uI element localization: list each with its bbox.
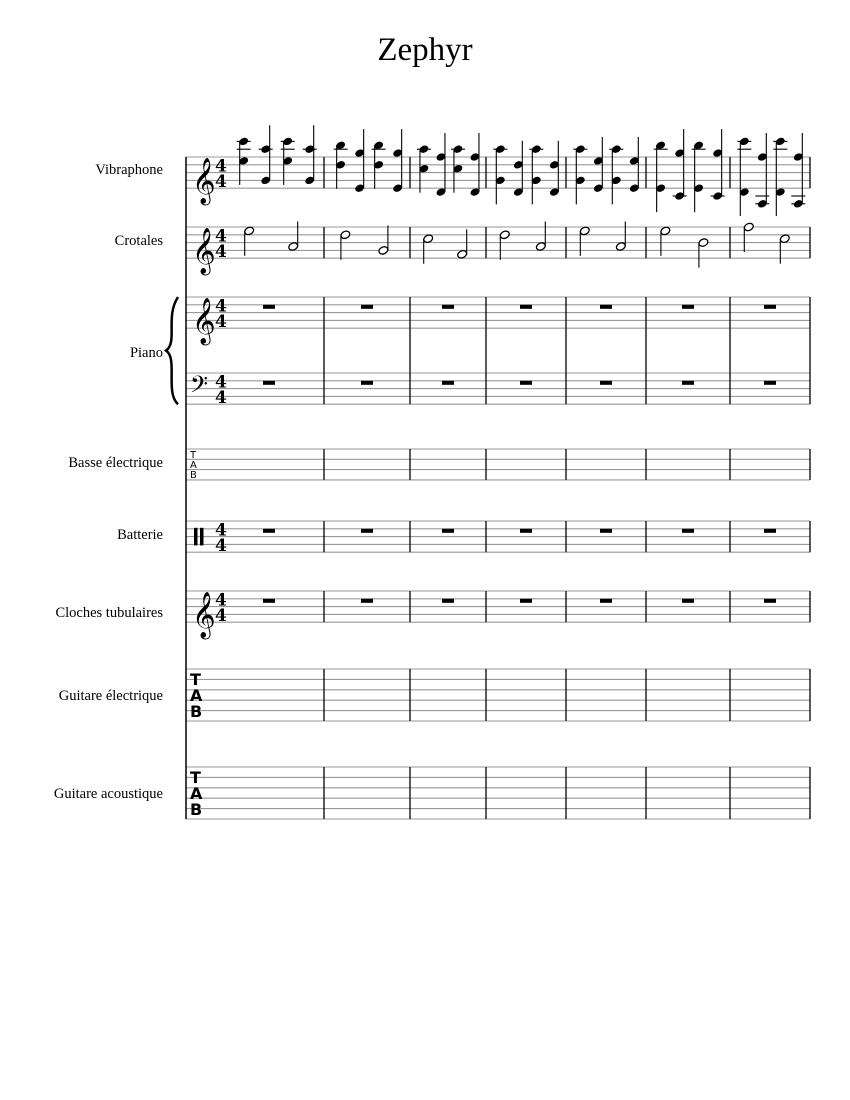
notehead (499, 230, 510, 240)
tab-clef-icon: B (190, 702, 203, 721)
instrument-label-cloches-tubulaires: Cloches tubulaires (55, 605, 163, 621)
instrument-label-crotales: Crotales (114, 233, 163, 249)
tab-clef-icon: B (190, 470, 197, 481)
whole-rest (442, 305, 454, 309)
instrument-label-guitare-acoustique: Guitare acoustique (53, 786, 163, 802)
whole-rest (600, 599, 612, 603)
whole-rest (682, 529, 694, 533)
time-signature-numerator: 4 (215, 226, 227, 247)
time-signature-numerator: 4 (215, 156, 227, 177)
piano-brace-icon (166, 297, 178, 404)
treble-clef-icon: 𝄞 (192, 228, 216, 275)
score-title: Zephyr (377, 32, 473, 68)
instrument-label-batterie: Batterie (117, 527, 163, 543)
whole-rest (682, 599, 694, 603)
whole-rest (600, 381, 612, 385)
whole-rest (520, 599, 532, 603)
time-signature-numerator: 4 (215, 590, 227, 611)
whole-rest (764, 381, 776, 385)
percussion-clef-icon (194, 528, 198, 546)
whole-rest (600, 305, 612, 309)
percussion-clef-icon (200, 528, 204, 546)
tab-clef-icon: T (190, 768, 201, 787)
time-signature-denominator: 4 (215, 172, 227, 193)
whole-rest (263, 599, 275, 603)
whole-rest (361, 305, 373, 309)
time-signature-numerator: 4 (215, 520, 227, 541)
whole-rest (263, 529, 275, 533)
whole-rest (600, 529, 612, 533)
time-signature-numerator: 4 (215, 372, 227, 393)
whole-rest (520, 529, 532, 533)
notehead (743, 222, 754, 232)
whole-rest (361, 599, 373, 603)
tab-clef-icon: T (190, 450, 197, 461)
time-signature-denominator: 4 (215, 536, 227, 557)
whole-rest (263, 305, 275, 309)
tab-clef-icon: A (190, 784, 203, 803)
whole-rest (520, 381, 532, 385)
time-signature-numerator: 4 (215, 296, 227, 317)
tab-clef-icon: T (190, 670, 201, 689)
time-signature-denominator: 4 (215, 388, 227, 409)
tab-clef-icon: B (190, 800, 203, 819)
instrument-label-vibraphone: Vibraphone (95, 162, 163, 178)
time-signature-denominator: 4 (215, 606, 227, 627)
notehead (378, 245, 389, 255)
treble-clef-icon: 𝄞 (192, 592, 216, 639)
whole-rest (442, 529, 454, 533)
whole-rest (764, 305, 776, 309)
treble-clef-icon: 𝄞 (192, 298, 216, 345)
whole-rest (520, 305, 532, 309)
whole-rest (361, 381, 373, 385)
whole-rest (682, 381, 694, 385)
whole-rest (263, 381, 275, 385)
instrument-label-piano: Piano (129, 345, 163, 361)
whole-rest (361, 529, 373, 533)
whole-rest (764, 529, 776, 533)
bass-clef-icon: 𝄢 (190, 370, 209, 404)
treble-clef-icon: 𝄞 (192, 158, 216, 205)
whole-rest (442, 381, 454, 385)
tab-clef-icon: A (190, 686, 203, 705)
whole-rest (682, 305, 694, 309)
whole-rest (764, 599, 776, 603)
instrument-label-guitare-electrique: Guitare électrique (58, 688, 163, 704)
tab-clef-icon: A (190, 460, 197, 471)
notehead (698, 238, 709, 248)
instrument-label-basse-electrique: Basse électrique (68, 455, 163, 471)
notehead (340, 230, 351, 240)
time-signature-denominator: 4 (215, 312, 227, 333)
time-signature-denominator: 4 (215, 242, 227, 263)
whole-rest (442, 599, 454, 603)
